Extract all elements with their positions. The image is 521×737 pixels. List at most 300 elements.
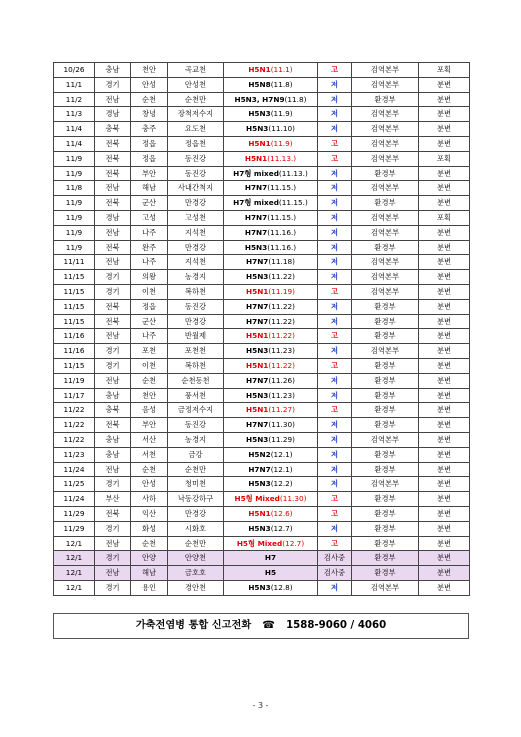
cell-site: 농경지	[168, 432, 224, 447]
cell-agency: 환경부	[352, 536, 419, 551]
cell-region: 전북	[95, 418, 131, 433]
cell-subtype	[224, 166, 318, 181]
cell-agency: 검역본부	[352, 210, 419, 225]
cell-date: 11/15	[54, 314, 95, 329]
cell-region: 경기	[95, 580, 131, 595]
subtype-date: (11.22)	[268, 331, 295, 341]
cell-method: 분변	[419, 299, 470, 314]
subtype-date: (11.30)	[268, 420, 295, 430]
cell-site: 풍서천	[168, 388, 224, 403]
cell-date: 11/23	[54, 447, 95, 462]
cell-city: 해남	[131, 181, 168, 196]
subtype-name: H5N1	[246, 405, 269, 415]
cell-method: 분변	[419, 447, 470, 462]
cell-agency: 검역본부	[352, 344, 419, 359]
subtype-name: H7N7	[244, 212, 268, 222]
subtype-name: H5N1	[248, 65, 271, 74]
cell-city: 부안	[131, 166, 168, 181]
cell-subtype	[224, 270, 318, 285]
subtype-name: H5N1	[246, 360, 269, 370]
cell-region: 전북	[95, 299, 131, 314]
cell-site: 만경강	[168, 240, 224, 255]
cell-agency: 검역본부	[352, 181, 419, 196]
cell-risk: 저	[318, 92, 352, 107]
cell-site: 순천만	[168, 92, 224, 107]
subtype-date: (11.10)	[268, 124, 295, 134]
cell-risk: 저	[318, 521, 352, 536]
subtype-name: H7N7	[246, 257, 269, 267]
subtype-name: H7	[264, 553, 277, 563]
subtype-name: H5N3	[244, 242, 268, 252]
cell-region: 경기	[95, 270, 131, 285]
cell-region: 충남	[95, 63, 131, 78]
cell-city: 이천	[131, 284, 168, 299]
table-row	[54, 521, 470, 536]
cell-region: 경기	[95, 551, 131, 566]
cell-method: 분변	[419, 521, 470, 536]
cell-agency: 검역본부	[352, 122, 419, 137]
cell-city: 화성	[131, 521, 168, 536]
cell-agency: 검역본부	[352, 225, 419, 240]
cell-region: 전남	[95, 566, 131, 581]
cell-city: 군산	[131, 314, 168, 329]
cell-agency: 환경부	[352, 314, 419, 329]
cell-method: 분변	[419, 536, 470, 551]
cell-agency: 환경부	[352, 329, 419, 344]
cell-agency: 검역본부	[352, 151, 419, 166]
subtype-date: (11.30)	[279, 494, 307, 504]
cell-date: 11/19	[54, 373, 95, 388]
subtype-name: H5N1	[246, 331, 269, 341]
cell-method: 분변	[419, 92, 470, 107]
cell-risk: 저	[318, 122, 352, 137]
subtype-name: H5N3	[248, 109, 271, 119]
cell-region: 부산	[95, 492, 131, 507]
cell-method: 분변	[419, 107, 470, 122]
cell-site: 금정저수지	[168, 403, 224, 418]
cell-agency: 환경부	[352, 447, 419, 462]
subtype-date: (11.13.)	[278, 168, 308, 178]
cell-subtype	[224, 107, 318, 122]
cell-method: 분변	[419, 566, 470, 581]
subtype-date: (11.18)	[268, 257, 295, 267]
subtype-date: (11.13.)	[267, 153, 297, 163]
cell-method: 포획	[419, 210, 470, 225]
subtype-name: H7N7	[246, 420, 269, 430]
cell-site: 곡교천	[168, 63, 224, 78]
table-row	[54, 284, 470, 299]
cell-city: 순천	[131, 462, 168, 477]
cell-risk: 고	[318, 536, 352, 551]
cell-city: 나주	[131, 225, 168, 240]
cell-risk: 저	[318, 225, 352, 240]
table-row	[54, 506, 470, 521]
cell-risk: 고	[318, 63, 352, 78]
cell-site: 지석천	[168, 255, 224, 270]
cell-risk: 저	[318, 418, 352, 433]
cell-city: 순천	[131, 373, 168, 388]
subtype-date: (11.23)	[268, 346, 295, 356]
cell-date: 11/25	[54, 477, 95, 492]
cell-site: 금강	[168, 447, 224, 462]
subtype-date: (11.1)	[270, 65, 293, 74]
cell-subtype	[224, 210, 318, 225]
cell-region: 충북	[95, 403, 131, 418]
cell-risk: 저	[318, 432, 352, 447]
cell-subtype	[224, 418, 318, 433]
cell-agency: 검역본부	[352, 136, 419, 151]
cell-date: 11/22	[54, 418, 95, 433]
subtype-name: H5	[264, 568, 277, 578]
hotline-numbers: 1588-9060 / 4060	[286, 620, 387, 631]
subtype-date: (12.6)	[270, 508, 293, 518]
cell-agency: 환경부	[352, 566, 419, 581]
cell-region: 전남	[95, 536, 131, 551]
cell-agency: 검역본부	[352, 107, 419, 122]
cell-date: 11/8	[54, 181, 95, 196]
subtype-name: H5N2	[248, 449, 271, 459]
table-row	[54, 151, 470, 166]
cell-risk: 고	[318, 136, 352, 151]
cell-agency: 환경부	[352, 521, 419, 536]
subtype-date: (11.15.)	[278, 198, 308, 208]
cell-site: 만경강	[168, 506, 224, 521]
subtype-date: (11.8)	[284, 94, 307, 104]
table-row	[54, 492, 470, 507]
cell-date: 11/3	[54, 107, 95, 122]
cell-agency: 환경부	[352, 462, 419, 477]
table-row	[54, 551, 470, 566]
cell-date: 11/22	[54, 432, 95, 447]
cell-risk: 저	[318, 270, 352, 285]
cell-date: 11/9	[54, 225, 95, 240]
subtype-name: H5N3	[246, 272, 269, 282]
subtype-name: H5형 Mixed	[236, 538, 283, 548]
cell-site: 순천만	[168, 462, 224, 477]
cell-risk: 저	[318, 210, 352, 225]
table-row	[54, 432, 470, 447]
cell-date: 11/29	[54, 521, 95, 536]
subtype-date: (12.2)	[270, 479, 293, 489]
cell-method: 분변	[419, 196, 470, 211]
cell-date: 11/9	[54, 240, 95, 255]
cell-risk: 저	[318, 388, 352, 403]
cell-region: 충남	[95, 432, 131, 447]
cell-subtype	[224, 551, 318, 566]
cell-region: 전북	[95, 196, 131, 211]
cell-city: 정읍	[131, 299, 168, 314]
cell-risk: 저	[318, 299, 352, 314]
cell-region: 전북	[95, 136, 131, 151]
cell-region: 전남	[95, 92, 131, 107]
cell-date: 11/22	[54, 403, 95, 418]
subtype-date: (11.16.)	[267, 227, 297, 237]
subtype-name: H5N3, H7N9	[234, 94, 285, 104]
cell-agency: 검역본부	[352, 432, 419, 447]
cell-method: 포획	[419, 151, 470, 166]
cell-subtype	[224, 344, 318, 359]
cell-method: 분변	[419, 358, 470, 373]
cell-region: 경남	[95, 210, 131, 225]
cell-date: 11/17	[54, 388, 95, 403]
cell-city: 충주	[131, 122, 168, 137]
cell-city: 정읍	[131, 136, 168, 151]
cell-risk: 저	[318, 447, 352, 462]
cell-site: 장척저수지	[168, 107, 224, 122]
cell-risk: 검사중	[318, 566, 352, 581]
cell-date: 12/1	[54, 536, 95, 551]
subtype-name: H5형 Mixed	[234, 494, 280, 504]
cell-risk: 저	[318, 373, 352, 388]
subtype-name: H5N3	[248, 523, 271, 533]
cell-site: 시화호	[168, 521, 224, 536]
cell-risk: 저	[318, 196, 352, 211]
cell-subtype	[224, 77, 318, 92]
subtype-name: H7N7	[244, 183, 268, 193]
cell-region: 전북	[95, 240, 131, 255]
cell-region: 전남	[95, 373, 131, 388]
cell-region: 경기	[95, 477, 131, 492]
cell-region: 전북	[95, 506, 131, 521]
cell-city: 안성	[131, 477, 168, 492]
table-row	[54, 92, 470, 107]
cell-subtype	[224, 299, 318, 314]
cell-method: 분변	[419, 462, 470, 477]
cell-date: 11/4	[54, 136, 95, 151]
cell-city: 용인	[131, 580, 168, 595]
cell-subtype	[224, 181, 318, 196]
cell-subtype	[224, 580, 318, 595]
cell-subtype	[224, 196, 318, 211]
table-row	[54, 77, 470, 92]
cell-date: 11/9	[54, 151, 95, 166]
subtype-date: (12.1)	[270, 464, 293, 474]
table-row	[54, 536, 470, 551]
cell-risk: 검사중	[318, 551, 352, 566]
cell-city: 정읍	[131, 151, 168, 166]
cell-method: 분변	[419, 329, 470, 344]
cell-region: 충북	[95, 122, 131, 137]
cell-city: 해남	[131, 566, 168, 581]
cell-risk: 저	[318, 580, 352, 595]
subtype-name: H7N7	[246, 316, 269, 326]
cell-agency: 환경부	[352, 373, 419, 388]
cell-city: 천안	[131, 388, 168, 403]
cell-region: 전북	[95, 166, 131, 181]
cell-city: 사하	[131, 492, 168, 507]
cell-agency: 검역본부	[352, 477, 419, 492]
subtype-date: (11.9)	[270, 138, 293, 148]
table-row	[54, 136, 470, 151]
subtype-date: (11.22)	[268, 272, 295, 282]
cell-region: 전북	[95, 151, 131, 166]
cell-date: 12/1	[54, 580, 95, 595]
cell-region: 충남	[95, 388, 131, 403]
table-row	[54, 358, 470, 373]
subtype-date: (11.8)	[270, 79, 293, 89]
cell-subtype	[224, 136, 318, 151]
cell-site: 동진강	[168, 151, 224, 166]
cell-agency: 검역본부	[352, 580, 419, 595]
table-row	[54, 329, 470, 344]
subtype-date: (12.8)	[270, 582, 293, 592]
cell-risk: 저	[318, 107, 352, 122]
cell-risk: 고	[318, 492, 352, 507]
subtype-name: H5N1	[248, 508, 271, 518]
cell-city: 익산	[131, 506, 168, 521]
cell-risk: 저	[318, 344, 352, 359]
cell-site: 동진강	[168, 166, 224, 181]
cell-site: 동진강	[168, 418, 224, 433]
table-row	[54, 580, 470, 595]
subtype-name: H5N3	[246, 434, 269, 444]
cell-method: 분변	[419, 432, 470, 447]
table-row	[54, 240, 470, 255]
table-row	[54, 344, 470, 359]
table-row	[54, 566, 470, 581]
cell-subtype	[224, 566, 318, 581]
cell-city: 나주	[131, 329, 168, 344]
cell-method: 분변	[419, 181, 470, 196]
table-row	[54, 196, 470, 211]
cell-site: 안성천	[168, 77, 224, 92]
cell-site: 순천동천	[168, 373, 224, 388]
cell-site: 사내간척지	[168, 181, 224, 196]
table-row	[54, 166, 470, 181]
cell-method: 포획	[419, 63, 470, 78]
cell-agency: 환경부	[352, 92, 419, 107]
cell-site: 만경강	[168, 314, 224, 329]
cell-subtype	[224, 373, 318, 388]
cell-date: 11/15	[54, 284, 95, 299]
table-row	[54, 181, 470, 196]
cell-region: 경기	[95, 521, 131, 536]
subtype-date: (12.1)	[270, 449, 293, 459]
cell-site: 낙동강하구	[168, 492, 224, 507]
subtype-name: H7N7	[246, 375, 269, 385]
subtype-name: H5N3	[246, 390, 269, 400]
subtype-date: (11.15.)	[267, 212, 297, 222]
table-row	[54, 462, 470, 477]
subtype-date: (11.26)	[268, 375, 295, 385]
cell-city: 음성	[131, 403, 168, 418]
cell-risk: 저	[318, 314, 352, 329]
cell-subtype	[224, 521, 318, 536]
subtype-name: H5N3	[246, 124, 269, 134]
cell-agency: 환경부	[352, 418, 419, 433]
hotline-box	[53, 613, 469, 639]
cell-method: 분변	[419, 403, 470, 418]
cell-agency: 검역본부	[352, 284, 419, 299]
cell-region: 경기	[95, 358, 131, 373]
cell-method: 분변	[419, 284, 470, 299]
subtype-date: (11.16.)	[267, 242, 297, 252]
table-row	[54, 122, 470, 137]
cell-site: 순천만	[168, 536, 224, 551]
cell-region: 경기	[95, 284, 131, 299]
cell-subtype	[224, 225, 318, 240]
phone-icon: ☎	[262, 620, 275, 631]
cell-method: 분변	[419, 477, 470, 492]
subtype-date: (12.7)	[270, 523, 293, 533]
subtype-date: (11.22)	[268, 360, 295, 370]
cell-agency: 검역본부	[352, 63, 419, 78]
table-row	[54, 107, 470, 122]
cell-date: 12/1	[54, 566, 95, 581]
cell-subtype	[224, 358, 318, 373]
cell-risk: 저	[318, 77, 352, 92]
cell-subtype	[224, 388, 318, 403]
cell-agency: 검역본부	[352, 255, 419, 270]
cell-agency: 환경부	[352, 403, 419, 418]
subtype-name: H7형 mixed	[233, 168, 279, 178]
cell-city: 순천	[131, 536, 168, 551]
subtype-name: H7형 mixed	[233, 198, 279, 208]
cell-risk: 저	[318, 181, 352, 196]
cell-agency: 환경부	[352, 240, 419, 255]
cell-site: 복하천	[168, 284, 224, 299]
subtype-name: H5N3	[248, 479, 271, 489]
cell-date: 11/15	[54, 358, 95, 373]
cell-risk: 고	[318, 358, 352, 373]
cell-city: 군산	[131, 196, 168, 211]
cell-method: 분변	[419, 77, 470, 92]
table-row	[54, 403, 470, 418]
cell-risk: 고	[318, 403, 352, 418]
cell-agency: 검역본부	[352, 77, 419, 92]
cell-subtype	[224, 329, 318, 344]
cell-method: 분변	[419, 225, 470, 240]
cell-risk: 저	[318, 255, 352, 270]
cell-date: 11/4	[54, 122, 95, 137]
cell-date: 11/1	[54, 77, 95, 92]
cell-agency: 환경부	[352, 388, 419, 403]
cell-method: 분변	[419, 551, 470, 566]
cell-method: 분변	[419, 270, 470, 285]
table-row	[54, 314, 470, 329]
subtype-name: H5N3	[248, 582, 271, 592]
cell-method: 분변	[419, 166, 470, 181]
cell-agency: 환경부	[352, 358, 419, 373]
cell-subtype	[224, 477, 318, 492]
cell-city: 부안	[131, 418, 168, 433]
cell-subtype	[224, 63, 318, 78]
cell-subtype	[224, 314, 318, 329]
cell-subtype	[224, 122, 318, 137]
subtype-date: (11.23)	[268, 390, 295, 400]
cell-agency: 환경부	[352, 492, 419, 507]
subtype-name: H5N1	[248, 138, 271, 148]
cell-city: 서산	[131, 432, 168, 447]
cell-method: 분변	[419, 136, 470, 151]
subtype-date: (11.15.)	[267, 183, 297, 193]
subtype-name: H7N7	[246, 301, 269, 311]
table-row	[54, 447, 470, 462]
table-row	[54, 477, 470, 492]
cell-method: 분변	[419, 418, 470, 433]
cell-city: 안양	[131, 551, 168, 566]
table-row	[54, 388, 470, 403]
subtype-name: H7N7	[248, 464, 271, 474]
cell-method: 분변	[419, 388, 470, 403]
cell-agency: 환경부	[352, 196, 419, 211]
subtype-date: (11.9)	[270, 109, 293, 119]
cell-risk: 고	[318, 284, 352, 299]
cell-city: 순천	[131, 92, 168, 107]
cell-date: 11/11	[54, 255, 95, 270]
cell-subtype	[224, 403, 318, 418]
cell-site: 경안천	[168, 580, 224, 595]
